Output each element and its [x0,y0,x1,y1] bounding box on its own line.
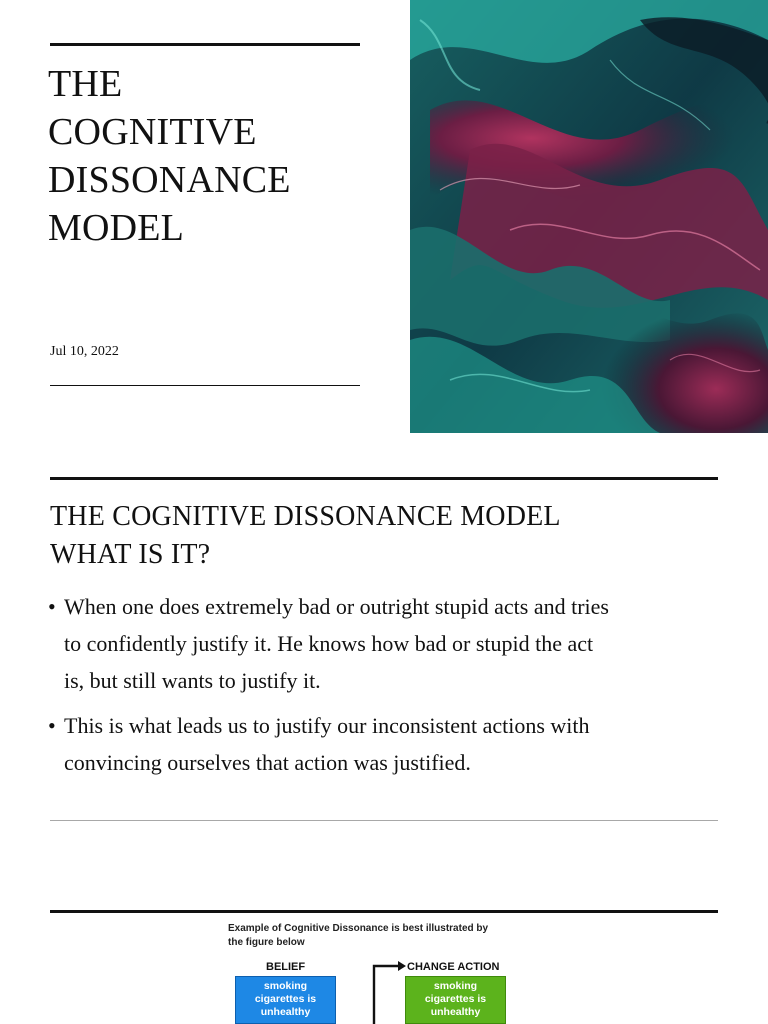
title-line: DISSONANCE [48,159,291,201]
belief-box [235,976,336,1024]
belief-box-line: smoking [263,980,308,992]
section-divider [50,820,718,821]
publish-date: Jul 10, 2022 [50,344,119,359]
bullet-icon: • [48,594,56,619]
heading-line: THE COGNITIVE DISSONANCE MODEL [50,501,561,532]
bullet-line: convincing ourselves that action was justified. [64,750,471,775]
bullet-line: is, but still wants to justify it. [64,668,321,693]
section-top-rule [50,477,718,480]
abstract-marble-icon [410,0,768,433]
bullet-line: When one does extremely bad or outright stupid acts and tries [64,594,609,619]
title-line: COGNITIVE [48,111,257,153]
belief-box-line: unhealthy [260,1006,311,1018]
list-item [48,588,718,699]
belief-box-line: cigarettes is [254,993,317,1005]
heading-line: WHAT IS IT? [50,539,211,570]
caption-line: the figure below [228,937,305,948]
figure-top-rule [50,910,718,913]
caption-line: Example of Cognitive Dissonance is best illustrated by [228,923,489,934]
change-action-box [405,976,506,1024]
title-line: THE [48,63,123,105]
bullet-icon: • [48,713,56,738]
slide-title [48,60,378,252]
change-action-label: CHANGE ACTION [407,961,500,973]
section-heading [50,498,561,574]
change-box-line: cigarettes is [424,993,487,1005]
bullet-line: to confidently justify it. He knows how bad or stupid the act [64,631,594,656]
change-box-line: smoking [433,980,478,992]
bullet-list [48,588,718,789]
change-box-line: unhealthy [430,1006,481,1018]
bullet-line: This is what leads us to justify our inconsistent actions with [64,713,590,738]
title-top-rule [50,43,360,46]
title-line: MODEL [48,207,185,249]
abstract-marble-image [410,0,768,433]
arrow-right-icon [370,958,410,1024]
belief-label: BELIEF [266,961,306,973]
figure-caption [228,922,518,950]
list-item [48,707,718,781]
title-bottom-rule [50,385,360,386]
